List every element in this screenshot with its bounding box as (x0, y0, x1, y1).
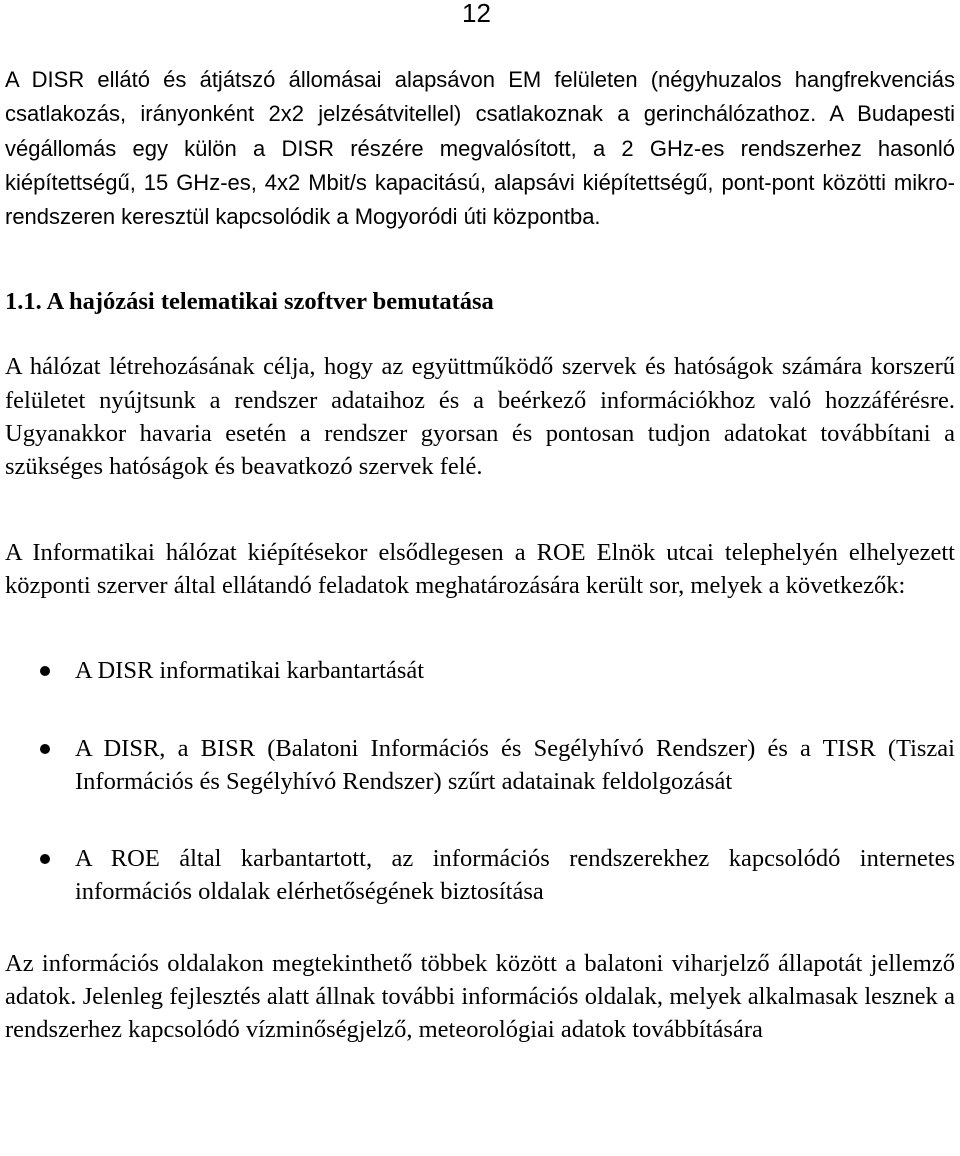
list-item-text: A DISR, a BISR (Balatoni Információs és Segélyhívó Rendszer) és a TISR (Tiszai Információs és Segélyhívó Rendszer) szűrt adatainak feldolgozását (75, 734, 955, 795)
list-item (5, 654, 955, 687)
list-item-text: A DISR informatikai karbantartását (75, 657, 425, 685)
document-body (5, 63, 955, 1047)
bullet-icon (40, 744, 50, 754)
list-item-text: A ROE által karbantartott, az információs rendszerekhez kapcsolódó internetes információs oldalak elérhetőségének biztosítása (75, 845, 955, 906)
list-item (5, 732, 955, 799)
section-heading: 1.1. A hajózási telematikai szoftver bemutatása (5, 288, 494, 316)
intro-paragraph: A DISR ellátó és átjátszó állomásai alapsávon EM felületen (négyhuzalos hangfrekvenciás csatlakozás, irányonként 2x2 jelzésátvitellel) csatlakoznak a gerinchálózathoz. A Budapesti végállomás egy külön a DISR részére megvalósított, a 2 GHz-es rendszerhez hasonló kiépítettségű, 15 GHz-es, 4x2 Mbit/s kapacitású, alapsávi kiépítettségű, pont-pont közötti mikro-rendszeren keresztül kapcsolódik a Mogyoródi úti központba. (5, 67, 955, 230)
paragraph-purpose: A hálózat létrehozásának célja, hogy az együttműködő szervek és hatóságok számára korszerű felületet nyújtsunk a rendszer adataihoz és a beérkező információkhoz való hozzáférésre. Ugyanakkor havaria esetén a rendszer gyorsan és pontosan tudjon adatokat továbbítani a szükséges hatóságok és beavatkozó szervek felé. (5, 353, 955, 481)
bullet-icon (40, 666, 50, 676)
paragraph-info-pages: Az információs oldalakon megtekinthető többek között a balatoni viharjelző állapotát jellemző adatok. Jelenleg fejlesztés alatt állnak további információs oldalak, melyek alkalmasak lesznek a rendszerhez kapcsolódó vízminőségjelző, meteorológiai adatok továbbítására (5, 949, 955, 1044)
page-number: 12 (462, 0, 491, 28)
list-item (5, 842, 955, 909)
bullet-icon (40, 854, 50, 864)
task-bullet-list (5, 654, 955, 908)
paragraph-tasks-intro: A Informatikai hálózat kiépítésekor elsődlegesen a ROE Elnök utcai telephelyén elhelyezett központi szerver által ellátandó feladatok meghatározására került sor, melyek a következők: (5, 538, 955, 599)
